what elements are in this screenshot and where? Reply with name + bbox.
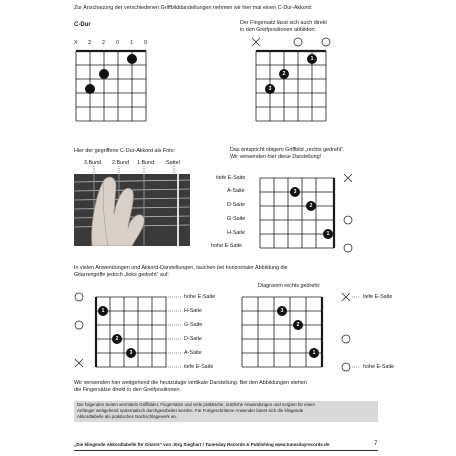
info-box	[74, 401, 378, 422]
chord-diagram-rotated-left	[74, 292, 174, 378]
finger-dot	[85, 84, 95, 94]
string-label: hohe E-Saite	[363, 364, 395, 370]
finger-number: 3	[129, 350, 133, 356]
chord-diagram-vertical	[73, 51, 153, 126]
string-label: D-Saite	[184, 336, 202, 342]
string-label: hohe E-Saite	[184, 294, 216, 300]
fret-label: 1.Bund	[137, 160, 155, 166]
string-label: H-Saite	[184, 308, 202, 314]
diagram-right-caption: Diagramm rechts gedreht:	[258, 283, 321, 289]
chord-diagram-rotated-right	[248, 172, 368, 252]
footer-divider	[74, 450, 378, 451]
intro-text: Zur Anschauung der verschiedenen Griffbilddarstellungen nehmen wir hier mal einen C-Dur-Akkord:	[74, 5, 313, 11]
finger-number: 2	[282, 71, 286, 77]
string-label: tiefe E-Saite	[184, 364, 214, 370]
string-label: H-Saite	[227, 230, 245, 236]
string-label: D-Saite	[227, 202, 245, 208]
finger-number: 1	[101, 308, 105, 314]
fingering-text-1: Der Fingersatz lässt sich auch direkt	[240, 20, 327, 26]
string-mark: 3	[88, 40, 91, 46]
string-mark: 1	[130, 40, 133, 46]
finger-number: 3	[293, 189, 297, 195]
string-label: A-Saite	[227, 188, 245, 194]
info-box-text-2: Anfänger weitgehend systematisch durchgearbeitet werden. Für Fortgeschrittene Anwender bietet sich die klingende	[77, 408, 304, 413]
finger-dot	[99, 69, 109, 79]
fret-label: 3.Bund	[84, 160, 102, 166]
string-label: G-Saite	[184, 322, 203, 328]
left-rot-text-2: Gitarrengriffe jedoch „links gedreht“ auf:	[74, 272, 169, 278]
string-label: tiefe E-Saite	[363, 294, 393, 300]
finger-dot	[127, 54, 137, 64]
left-diagram-leaders	[166, 295, 186, 375]
finger-number: 1	[312, 350, 316, 356]
finger-number: 2	[115, 336, 119, 342]
fret-label: Sattel	[166, 160, 180, 166]
string-label: hohe E-Saite	[211, 243, 243, 249]
string-mark: 0	[116, 40, 119, 46]
info-box-text-3: Akkordtabelle als praktisches Nachschlagewerk an.	[77, 414, 178, 419]
finger-number: 2	[309, 203, 313, 209]
chord-diagram-fingering	[253, 51, 333, 126]
rotated-text-2: Wir verwenden hier diese Darstellung!	[230, 154, 322, 160]
info-box-text-1: Die folgenden Seiten vermitteln Griffbilder, Fingersätze und viele praktische, nützliche Anwendungen und sorgten für einen	[77, 402, 315, 407]
string-label: G-Saite	[227, 216, 246, 222]
open-string-markers	[252, 38, 332, 48]
chord-title: C-Dur	[74, 22, 91, 28]
string-label: tiefe E-Saite	[216, 175, 246, 181]
string-mark: 2	[102, 40, 105, 46]
photo-caption: Hier der gegriffene C-Dur-Akkord als Foto:	[74, 148, 176, 154]
finger-number: 1	[310, 56, 314, 62]
footer-text: „Die klingende Akkordtabelle für Gitarre“ von Jörg Sieghart / Tunesday Records & Publishing www.tunesdayrecords.de	[74, 442, 330, 447]
string-mark: X	[74, 40, 78, 46]
finger-number: 3	[280, 308, 284, 314]
string-label: A-Saite	[184, 350, 202, 356]
left-rot-text-1: In vielen Anwendungen und Akkord-Darstellungen, tauchen bei horizontaler Abbildung die	[74, 265, 288, 271]
chord-photo	[74, 174, 190, 246]
string-mark: 0	[144, 40, 147, 46]
finger-number: 2	[296, 322, 300, 328]
fret-label: 2.Bund	[112, 160, 130, 166]
fingering-text-2: in den Greifpositionen abbilden:	[240, 27, 316, 33]
chord-diagram-rotated-right-2	[240, 292, 370, 378]
page-number: 7	[374, 441, 378, 447]
finger-number: 1	[326, 231, 330, 237]
conclusion-text-1: Wir verwenden hier weitgehend die heutzutage vertikale Darstellung. Bei den Abbildungen stehen	[74, 380, 307, 386]
conclusion-text-2: die Fingersätze direkt in den Greifpositionen.	[74, 387, 181, 393]
rotated-text-1: Das entspricht obigem Griffbild „rechts gedreht“.	[230, 147, 345, 153]
finger-number: 3	[268, 86, 272, 92]
